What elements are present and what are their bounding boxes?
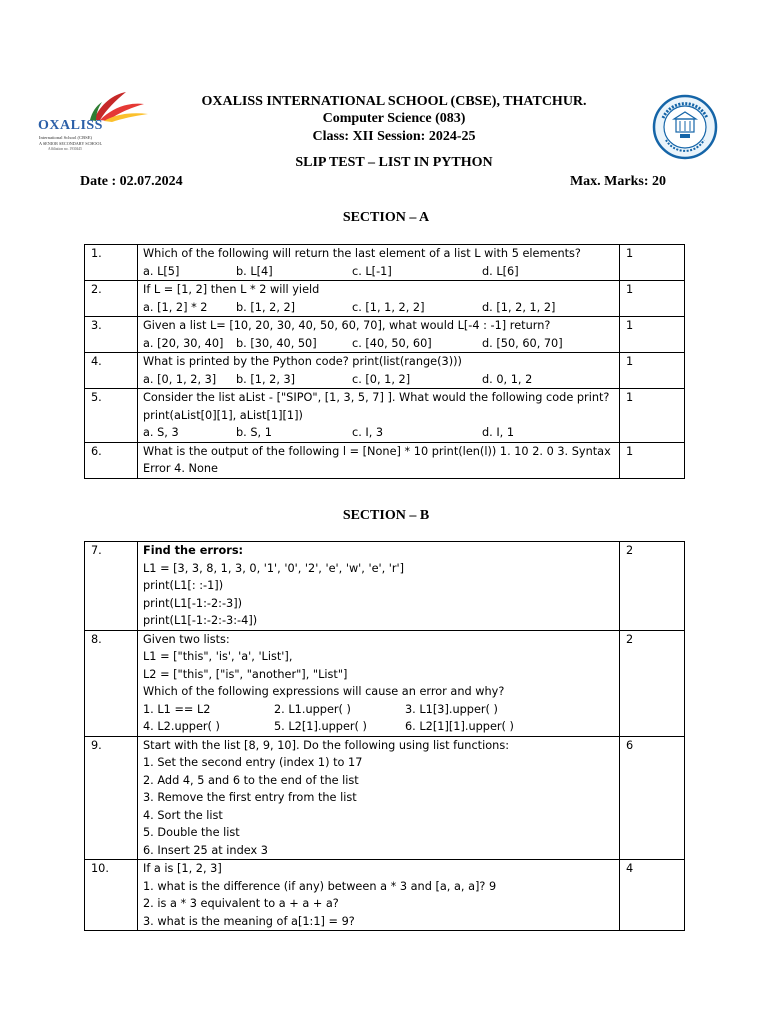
question-row <box>85 245 685 281</box>
option: c. [40, 50, 60] <box>352 336 432 350</box>
option: b. L[4] <box>236 264 273 278</box>
question-number: 10. <box>85 860 138 931</box>
option: d. L[6] <box>482 264 519 278</box>
question-line: L2 = ["this", ["is", "another"], "List"] <box>143 667 348 681</box>
question-text: If L = [1, 2] then L * 2 will yield <box>143 283 320 296</box>
code-line: print(L1[-1:-2:-3]) <box>143 596 243 610</box>
question-marks: 6 <box>620 736 685 860</box>
question-text-cont: Error 4. None <box>143 462 218 475</box>
option: c. [0, 1, 2] <box>352 372 411 386</box>
question-marks: 1 <box>620 281 685 317</box>
expression-item: 5. L2[1].upper( ) <box>274 720 367 733</box>
question-row <box>85 630 685 736</box>
code-line: print(L1[: :-1]) <box>143 579 224 592</box>
question-options <box>143 335 614 353</box>
question-row <box>85 442 685 478</box>
option: d. I, 1 <box>482 426 515 439</box>
option: a. [0, 1, 2, 3] <box>143 372 217 386</box>
question-cell <box>138 353 620 389</box>
option: c. I, 3 <box>352 426 384 439</box>
question-number: 9. <box>85 736 138 860</box>
question-number: 3. <box>85 317 138 353</box>
question-number: 8. <box>85 630 138 736</box>
question-number: 1. <box>85 245 138 281</box>
option: d. 0, 1, 2 <box>482 372 533 386</box>
question-cell <box>138 542 620 631</box>
question-row <box>85 353 685 389</box>
question-marks: 1 <box>620 442 685 478</box>
option: c. [1, 1, 2, 2] <box>352 300 425 314</box>
question-marks: 1 <box>620 389 685 443</box>
question-text: What is the output of the following l = [None] * 10 print(len(l)) 1. 10 2. 0 3. Syntax <box>143 444 611 458</box>
option: d. [1, 2, 1, 2] <box>482 300 556 314</box>
section-a-table <box>84 244 685 479</box>
question-number: 4. <box>85 353 138 389</box>
option: b. [30, 40, 50] <box>236 336 317 350</box>
max-marks: Max. Marks: 20 <box>569 174 666 189</box>
question-cell <box>138 442 620 478</box>
option: d. [50, 60, 70] <box>482 336 563 350</box>
option: a. [1, 2] * 2 <box>143 300 208 314</box>
question-cell <box>138 281 620 317</box>
question-cell <box>138 317 620 353</box>
option: b. [1, 2, 3] <box>236 372 296 386</box>
option: c. L[-1] <box>352 264 392 278</box>
expression-row <box>143 718 614 736</box>
question-cell <box>138 389 620 443</box>
code-line: L1 = [3, 3, 8, 1, 3, 0, '1', '0', '2', 'e', 'w', 'e', 'r'] <box>143 561 405 575</box>
question-options <box>143 424 614 442</box>
option: a. L[5] <box>143 264 180 278</box>
question-cell <box>138 736 620 860</box>
question-marks: 2 <box>620 542 685 631</box>
question-number: 5. <box>85 389 138 443</box>
expression-item: 4. L2.upper( ) <box>143 720 220 733</box>
option: a. [20, 30, 40] <box>143 336 224 350</box>
question-row <box>85 281 685 317</box>
question-row <box>85 736 685 860</box>
school-name: OXALISS INTERNATIONAL SCHOOL (CBSE), THATCHUR. <box>201 94 587 109</box>
expression-row <box>143 701 614 719</box>
expression-item: 3. L1[3].upper( ) <box>405 702 498 716</box>
expression-item: 2. L1.upper( ) <box>274 702 351 716</box>
question-line: 2. Add 4, 5 and 6 to the end of the list <box>143 773 359 787</box>
question-line: L1 = ["this", 'is', 'a', 'List'], <box>143 650 293 663</box>
class-session: Class: XII Session: 2024-25 <box>312 129 476 144</box>
logo-subtitle: International School (CBSE) <box>39 135 93 140</box>
subject-title: Computer Science (083) <box>322 111 466 126</box>
question-text: Consider the list aList - ["SIPO", [1, 3, 5, 7] ]. What would the following code print? <box>143 391 610 404</box>
question-line: 3. what is the meaning of a[1:1] = 9? <box>143 914 355 928</box>
code-line: print(L1[-1:-2:-3:-4]) <box>143 614 258 627</box>
question-row <box>85 389 685 443</box>
question-line: 1. what is the difference (if any) between a * 3 and [a, a, a]? 9 <box>143 879 497 893</box>
test-title: SLIP TEST – LIST IN PYTHON <box>295 155 493 170</box>
expression-item: 1. L1 == L2 <box>143 702 211 716</box>
logo-name: OXALISS <box>38 118 103 133</box>
question-options <box>143 299 614 317</box>
question-text: What is printed by the Python code? print(list(range(3))) <box>143 355 462 368</box>
question-heading: Find the errors: <box>143 544 244 557</box>
question-line: 5. Double the list <box>143 826 240 839</box>
question-line: 6. Insert 25 at index 3 <box>143 843 268 857</box>
question-marks: 2 <box>620 630 685 736</box>
question-marks: 1 <box>620 353 685 389</box>
section-b-table <box>84 541 685 931</box>
question-cell <box>138 860 620 931</box>
question-line: 3. Remove the first entry from the list <box>143 791 357 804</box>
question-line: If a is [1, 2, 3] <box>143 862 222 875</box>
question-line: Start with the list [8, 9, 10]. Do the following using list functions: <box>143 738 510 752</box>
question-number: 2. <box>85 281 138 317</box>
question-line: 4. Sort the list <box>143 808 223 822</box>
question-marks: 1 <box>620 245 685 281</box>
expression-item: 6. L2[1][1].upper( ) <box>405 720 514 733</box>
question-options <box>143 263 614 281</box>
option: b. [1, 2, 2] <box>236 300 296 314</box>
question-cell <box>138 630 620 736</box>
section-a-title: SECTION – A <box>342 210 430 225</box>
question-row <box>85 860 685 931</box>
question-text: Given a list L= [10, 20, 30, 40, 50, 60, 70], what would L[-4 : -1] return? <box>143 319 551 332</box>
question-line: 1. Set the second entry (index 1) to 17 <box>143 756 363 769</box>
question-line: Which of the following expressions will cause an error and why? <box>143 685 505 698</box>
question-marks: 1 <box>620 317 685 353</box>
question-text: Which of the following will return the last element of a list L with 5 elements? <box>143 247 581 260</box>
option: b. S, 1 <box>236 426 272 439</box>
option: a. S, 3 <box>143 426 179 439</box>
question-options <box>143 371 614 389</box>
question-row <box>85 542 685 631</box>
question-line: 2. is a * 3 equivalent to a + a + a? <box>143 897 339 910</box>
question-number: 6. <box>85 442 138 478</box>
logo-affiliation: Affiliation no. 1930445 <box>48 147 82 151</box>
question-cell <box>138 245 620 281</box>
question-row <box>85 317 685 353</box>
question-code: print(aList[0][1], aList[1][1]) <box>143 408 303 422</box>
question-line: Given two lists: <box>143 632 230 646</box>
logo-tagline: A SENIOR SECONDARY SCHOOL <box>39 141 103 146</box>
question-marks: 4 <box>620 860 685 931</box>
question-number: 7. <box>85 542 138 631</box>
section-b-title: SECTION – B <box>342 508 430 523</box>
test-date: Date : 02.07.2024 <box>80 174 183 189</box>
